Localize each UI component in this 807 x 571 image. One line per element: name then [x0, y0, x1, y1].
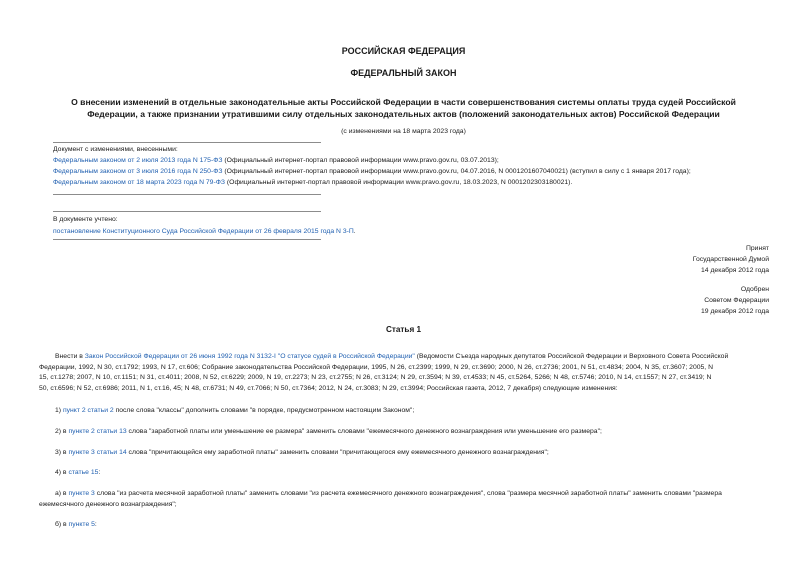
law-title	[0, 96, 807, 120]
divider	[53, 142, 321, 143]
amendment-link[interactable]: Федеральным законом от 2 июля 2013 года N 175-ФЗ	[53, 157, 223, 164]
item-link[interactable]: пункте 3 статьи 14	[68, 449, 127, 456]
approved-by: Советом Федерации	[704, 297, 769, 304]
intro-line: 50, ст.6596; N 52, ст.6986; 2011, N 1, ст.16, 45; N 48, ст.6731; N 49, ст.7066; N 50, ст.7364; 2012, N 24, ст.3083; N 29, ст.3994; Российская газета, 2012, 7 декабря) следующие изменения:	[39, 384, 618, 392]
law-type-heading: ФЕДЕРАЛЬНЫЙ ЗАКОН	[350, 68, 457, 78]
item-number: б) в	[55, 521, 69, 528]
approved-date: 19 декабря 2012 года	[701, 308, 769, 315]
article-item-1	[55, 406, 771, 417]
approved-label: Одобрен	[740, 286, 769, 293]
article-item-4	[55, 468, 771, 479]
amendment-link[interactable]: Федеральным законом от 3 июля 2016 года N 250-ФЗ	[53, 168, 223, 175]
changes-item	[53, 156, 773, 165]
article-title: Статья 1	[385, 325, 422, 334]
changes-item	[53, 167, 773, 176]
item-number: 3) в	[55, 449, 69, 456]
divider	[53, 239, 321, 240]
item-link[interactable]: статье 15	[68, 469, 99, 476]
item-text: слова "причитающейся ему заработной платы" заменить словами "причитающегося ему ежемесячного денежного вознаграждения";	[126, 449, 549, 456]
article-intro	[39, 352, 771, 394]
item-text: слова "из расчета месячной заработной платы" заменить словами "из расчета ежемесячного денежного вознаграждения", слова "размера месячной заработной платы" заменить словами "размера	[94, 490, 722, 497]
country-heading: РОССИЙСКАЯ ФЕДЕРАЦИЯ	[341, 46, 466, 56]
intro-line	[39, 352, 771, 363]
intro-text: (Ведомости Съезда народных депутатов Российской Федерации и Верховного Совета Российской	[414, 353, 729, 360]
item-link[interactable]: пункт 2 статьи 2	[62, 407, 114, 414]
item-line: ежемесячного денежного вознаграждения";	[39, 500, 177, 508]
adoption-block	[469, 243, 769, 317]
amendment-source: (Официальный интернет-портал правовой информации www.pravo.gov.ru, 03.07.2013);	[222, 157, 499, 164]
article-item-3	[55, 448, 771, 459]
changes-block	[53, 145, 773, 187]
intro-line: 15, ст.1278; 2007, N 10, ст.1151; N 31, ст.4011; 2008, N 52, ст.6229; 2009, N 19, ст.2273; N 23, ст.2755; N 26, ст.3124; N 29, ст.3594; N 39, ст.4533; N 45, ст.5264, 5266; N 48, ст.5746; 2010, N 14, ст.1557; N 27, ст.3419; N	[39, 374, 712, 381]
edition-note: (с изменениями на 18 марта 2023 года)	[341, 128, 466, 135]
intro-line: Федерации, 1992, N 30, ст.1792; 1993, N 17, ст.606; Собрание законодательства Российской Федерации, 1995, N 26, ст.2399; 1999, N 29, ст.3690; 2000, N 26, ст.2736; 2001, N 51, ст.4834; 2004, N 35, ст.3607; 2005, N	[39, 363, 713, 371]
item-line	[39, 489, 771, 500]
considered-item	[53, 227, 653, 236]
item-text: :	[94, 521, 97, 528]
law-link[interactable]: Закон Российской Федерации от 26 июня 1992 года N 3132-I "О статусе судей в Российской Федерации"	[84, 353, 415, 360]
article-item-2	[55, 427, 771, 438]
item-number: 2) в	[55, 428, 69, 435]
law-title-line-1: О внесении изменений в отдельные законодательные акты Российской Федерации в части совершенствования системы оплаты труда судей Российской	[71, 97, 736, 107]
item-link[interactable]: пункте 3	[68, 490, 95, 497]
considered-suffix: .	[353, 228, 356, 235]
amendment-source: (Официальный интернет-портал правовой информации www.pravo.gov.ru, 18.03.2023, N 0001202303180021).	[225, 179, 573, 186]
item-number: 1)	[55, 407, 63, 414]
item-text: :	[98, 469, 101, 476]
intro-prefix: Внести в	[55, 353, 85, 360]
changes-heading: Документ с изменениями, внесенными:	[53, 146, 178, 153]
article-item-4a	[39, 489, 771, 510]
amendment-source: (Официальный интернет-портал правовой информации www.pravo.gov.ru, 04.07.2016, N 0001201607040021) (вступил в силу с 1 января 2017 года);	[222, 168, 691, 175]
court-ruling-link[interactable]: постановление Конституционного Суда Российской Федерации от 26 февраля 2015 года N 3-П	[53, 228, 354, 235]
item-text: слова "заработной платы или уменьшение ее размера" заменить словами "ежемесячного денежного вознаграждения или уменьшение его размера";	[126, 428, 602, 435]
item-link[interactable]: пункте 2 статьи 13	[68, 428, 127, 435]
amendment-link[interactable]: Федеральным законом от 18 марта 2023 года N 79-ФЗ	[53, 179, 225, 186]
accepted-label: Принят	[745, 245, 769, 252]
item-number: а) в	[55, 490, 69, 497]
divider	[53, 194, 321, 195]
article-item-4b	[55, 520, 771, 531]
divider	[53, 211, 321, 212]
item-number: 4) в	[55, 469, 69, 476]
item-link[interactable]: пункте 5	[68, 521, 95, 528]
law-title-line-2: Федерации, а также признании утратившими силу отдельных законодательных актов (положений законодательных актов) Российской Федерации	[87, 109, 720, 119]
item-text: после слова "классы" дополнить словами "в порядке, предусмотренном настоящим Законом";	[113, 407, 415, 414]
accepted-by: Государственной Думой	[692, 256, 769, 263]
considered-block	[53, 215, 653, 236]
accepted-date: 14 декабря 2012 года	[701, 267, 769, 274]
changes-item	[53, 178, 773, 187]
considered-heading: В документе учтено:	[53, 216, 118, 223]
